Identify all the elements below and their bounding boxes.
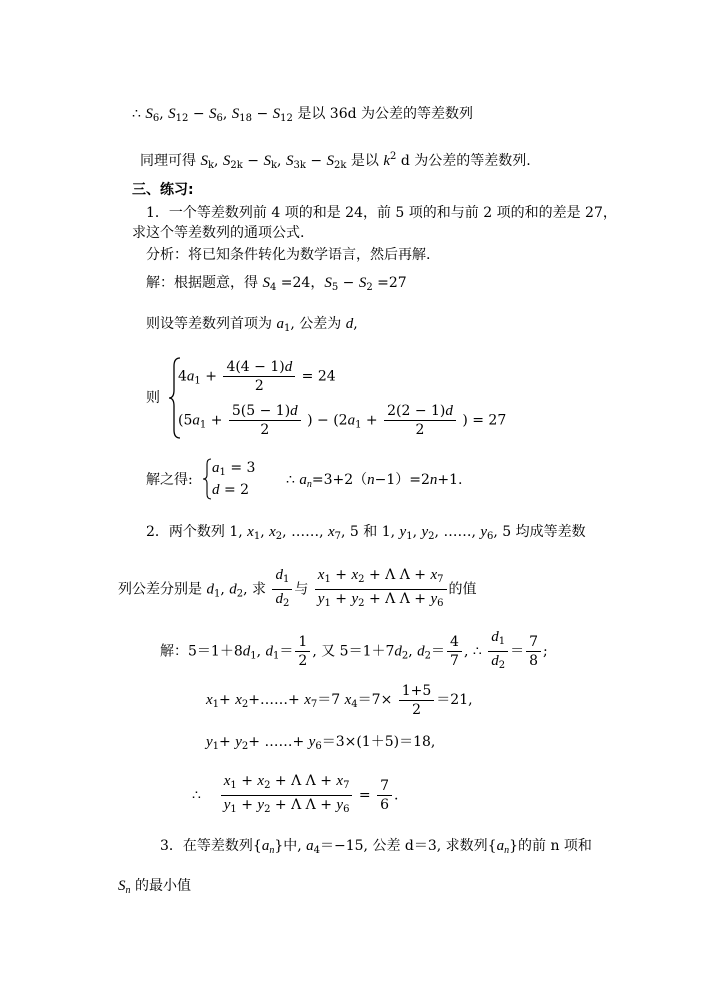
then-label: 则: [146, 390, 160, 406]
equation-2: ($5a_1$ + $\frac{5(5 - 1)d}{2}$ ) − ($2a_1$ + $\frac{2(2 - 1)d}{2}$ ) = 27: [178, 403, 507, 438]
solution-2-line: 解：$5=1+8d_1$, $d_1=$ $\frac{1}{2}$ , 又 $5=1+7d_2$, $d_2=$ $\frac{4}{7}$ , ∴ $\frac{d_1}{d_2}$ ＝ $\frac{7}{8}$ ;: [160, 629, 548, 671]
question-2-line-1: 2．两个数列 1, $x_1$, $x_2$, ……, $x_7$, 5 和 1, $y_1$, $y_2$, ……, $y_6$, 5 均成等差数: [146, 524, 586, 542]
solution-1-line: 解：根据题意，得 $S_4 =24$，$S_5 - S_2 =27$: [146, 275, 407, 293]
line-sk-sequence: 同理可得 $S_k$, $S_{2k} - S_k$, $S_{3k} - S_{2k}$ 是以 $k^2$ d 为公差的等差数列.: [140, 151, 531, 171]
question-2-line-2: 列公差分别是 $d_1$, $d_2$, 求 $\frac{d_1}{d_2}$ 与 $\frac{x_1 + x_2 + \Lambda \Lambda + x_7}{y_1 + y_2 + \Lambda \Lambda + y_6}$ 的值: [118, 567, 477, 609]
left-brace-small-icon: [202, 458, 212, 500]
ratio-line: ∴ $\frac{x_1 + x_2 + \Lambda \Lambda + x_7}{y_1 + y_2 + \Lambda \Lambda + y_6}$ = $\frac{7}{6}$ .: [192, 773, 399, 815]
question-3-line-2: $S_n$ 的最小值: [118, 878, 191, 896]
x-sum-line: $x_1+$ $x_2+\dots\dots+ x_7=7$ $x_4=7\times$ $\frac{1+5}{2}$ ＝21,: [206, 682, 473, 718]
analysis-line: 分析：将已知条件转化为数学语言，然后再解.: [146, 247, 431, 263]
an-formula: ∴ $a_n=3+2(n-1)=2n+1$.: [286, 472, 463, 490]
question-1-line-2: 求这个等差数列的通项公式.: [132, 225, 305, 241]
solved-label: 解之得:: [146, 472, 193, 488]
question-1-line-1: 1．一个等差数列前 4 项的和是 24，前 5 项的和与前 2 项的和的差是 27，: [146, 205, 617, 221]
question-3-line-1: 3．在等差数列$\{a_n\}$中, $a_4=-15$, 公差 d＝3, 求数列$\{a_n\}$的前 n 项和: [160, 838, 592, 856]
equation-1: $4a_1$ + $\frac{4(4 - 1)d}{2}$ = 24: [178, 359, 336, 394]
let-line: 则设等差数列首项为 $a_1$, 公差为 d,: [146, 316, 358, 334]
d-value: d = 2: [212, 482, 250, 498]
line-s6-sequence: ∴ $S_6$, $S_{12} - S_6$, $S_{18} - S_{12}$ 是以 36d 为公差的等差数列: [132, 106, 474, 124]
a1-value: $a_1 = 3$: [212, 460, 256, 478]
y-sum-line: $y_1+ y_2+$ ……+ $y_6=3\times(1+5)=18$,: [206, 734, 436, 752]
section-heading: 三、练习:: [132, 182, 194, 198]
